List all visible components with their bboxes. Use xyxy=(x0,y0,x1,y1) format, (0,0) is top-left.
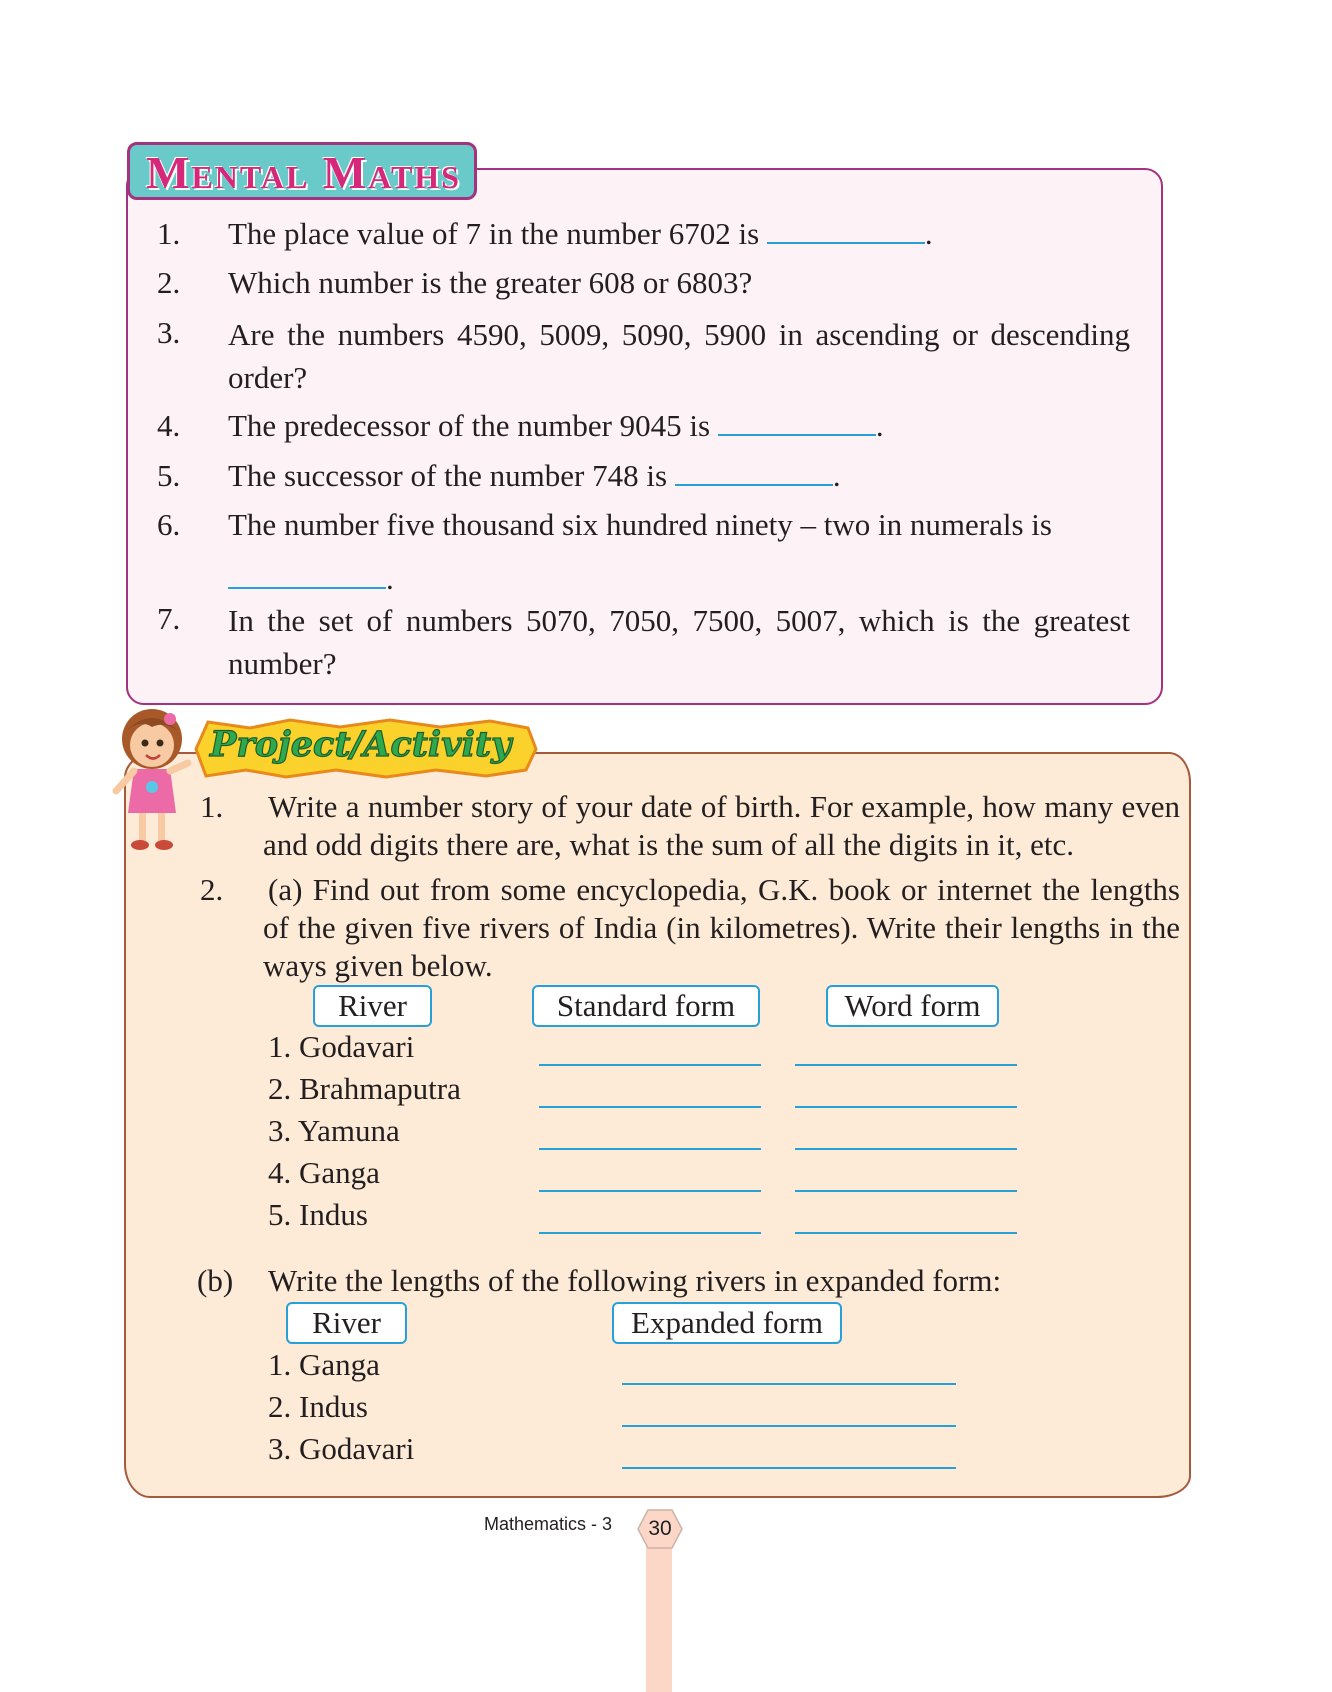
river-name: 5. Indus xyxy=(268,1197,368,1232)
answer-blank[interactable] xyxy=(675,458,833,486)
expanded-form-answer-line[interactable] xyxy=(622,1383,956,1385)
river-name: 3. Yamuna xyxy=(268,1113,400,1148)
question-number: 2. xyxy=(157,265,181,300)
standard-form-answer-line[interactable] xyxy=(539,1064,761,1066)
question-4: The predecessor of the number 9045 is . xyxy=(228,408,884,443)
project-item-1: Write a number story of your date of birth. For example, how many even and odd digits there are, what is the sum of all the digits in it, etc. xyxy=(263,789,1180,862)
word-form-answer-line[interactable] xyxy=(795,1232,1017,1234)
answer-blank[interactable] xyxy=(718,408,876,436)
river-name: 1. Godavari xyxy=(268,1029,415,1064)
river-name: 4. Ganga xyxy=(268,1155,380,1190)
project-item-2: (a) Find out from some encyclopedia, G.K. book or internet the lengths of the given five rivers of India (in kilometres). Write their lengths in the ways given below. xyxy=(263,872,1180,983)
expanded-form-answer-line[interactable] xyxy=(622,1425,956,1427)
project-activity-title: Project/Activity xyxy=(210,724,512,765)
river-name: 3. Godavari xyxy=(268,1431,415,1466)
girl-mascot-icon xyxy=(112,705,194,855)
question-number: 5. xyxy=(157,458,181,493)
page-number: 30 xyxy=(648,1517,672,1540)
question-7: In the set of numbers 5070, 7050, 7500, 5007, which is the greatest number? xyxy=(228,603,1130,681)
column-header-expanded-form: Expanded form xyxy=(612,1302,842,1344)
mental-maths-title-badge xyxy=(127,142,477,200)
project-item-number: 1. xyxy=(200,789,224,824)
question-3: Are the numbers 4590, 5009, 5090, 5900 in ascending or descending order? xyxy=(228,317,1130,395)
river-name: 2. Indus xyxy=(268,1389,368,1424)
answer-blank[interactable] xyxy=(228,561,386,589)
part-b-label: (b) xyxy=(197,1263,234,1298)
question-6: The number five thousand six hundred ninety – two in numerals is . xyxy=(228,507,1052,596)
standard-form-answer-line[interactable] xyxy=(539,1106,761,1108)
river-name: 1. Ganga xyxy=(268,1347,380,1382)
project-item-number: 2. xyxy=(200,872,224,907)
word-form-answer-line[interactable] xyxy=(795,1064,1017,1066)
question-5: The successor of the number 748 is . xyxy=(228,458,841,493)
question-number: 6. xyxy=(157,507,181,542)
question-number: 3. xyxy=(157,315,181,350)
word-form-answer-line[interactable] xyxy=(795,1106,1017,1108)
standard-form-answer-line[interactable] xyxy=(539,1190,761,1192)
mental-maths-title: Mental Maths xyxy=(146,147,461,198)
word-form-answer-line[interactable] xyxy=(795,1148,1017,1150)
word-form-answer-line[interactable] xyxy=(795,1190,1017,1192)
column-header-river: River xyxy=(313,985,432,1027)
column-header-word-form: Word form xyxy=(826,985,999,1027)
question-1: The place value of 7 in the number 6702 is . xyxy=(228,216,933,251)
column-header-river: River xyxy=(286,1302,407,1344)
standard-form-answer-line[interactable] xyxy=(539,1232,761,1234)
river-name: 2. Brahmaputra xyxy=(268,1071,461,1106)
page-tab xyxy=(646,1542,672,1692)
part-b-text: Write the lengths of the following rivers in expanded form: xyxy=(268,1263,1002,1298)
question-number: 1. xyxy=(157,216,181,251)
standard-form-answer-line[interactable] xyxy=(539,1148,761,1150)
footer-book-title: Mathematics - 3 xyxy=(484,1514,613,1534)
question-number: 4. xyxy=(157,408,181,443)
column-header-standard-form: Standard form xyxy=(532,985,760,1027)
question-2: Which number is the greater 608 or 6803? xyxy=(228,265,753,300)
expanded-form-answer-line[interactable] xyxy=(622,1467,956,1469)
question-number: 7. xyxy=(157,601,181,636)
answer-blank[interactable] xyxy=(767,216,925,244)
